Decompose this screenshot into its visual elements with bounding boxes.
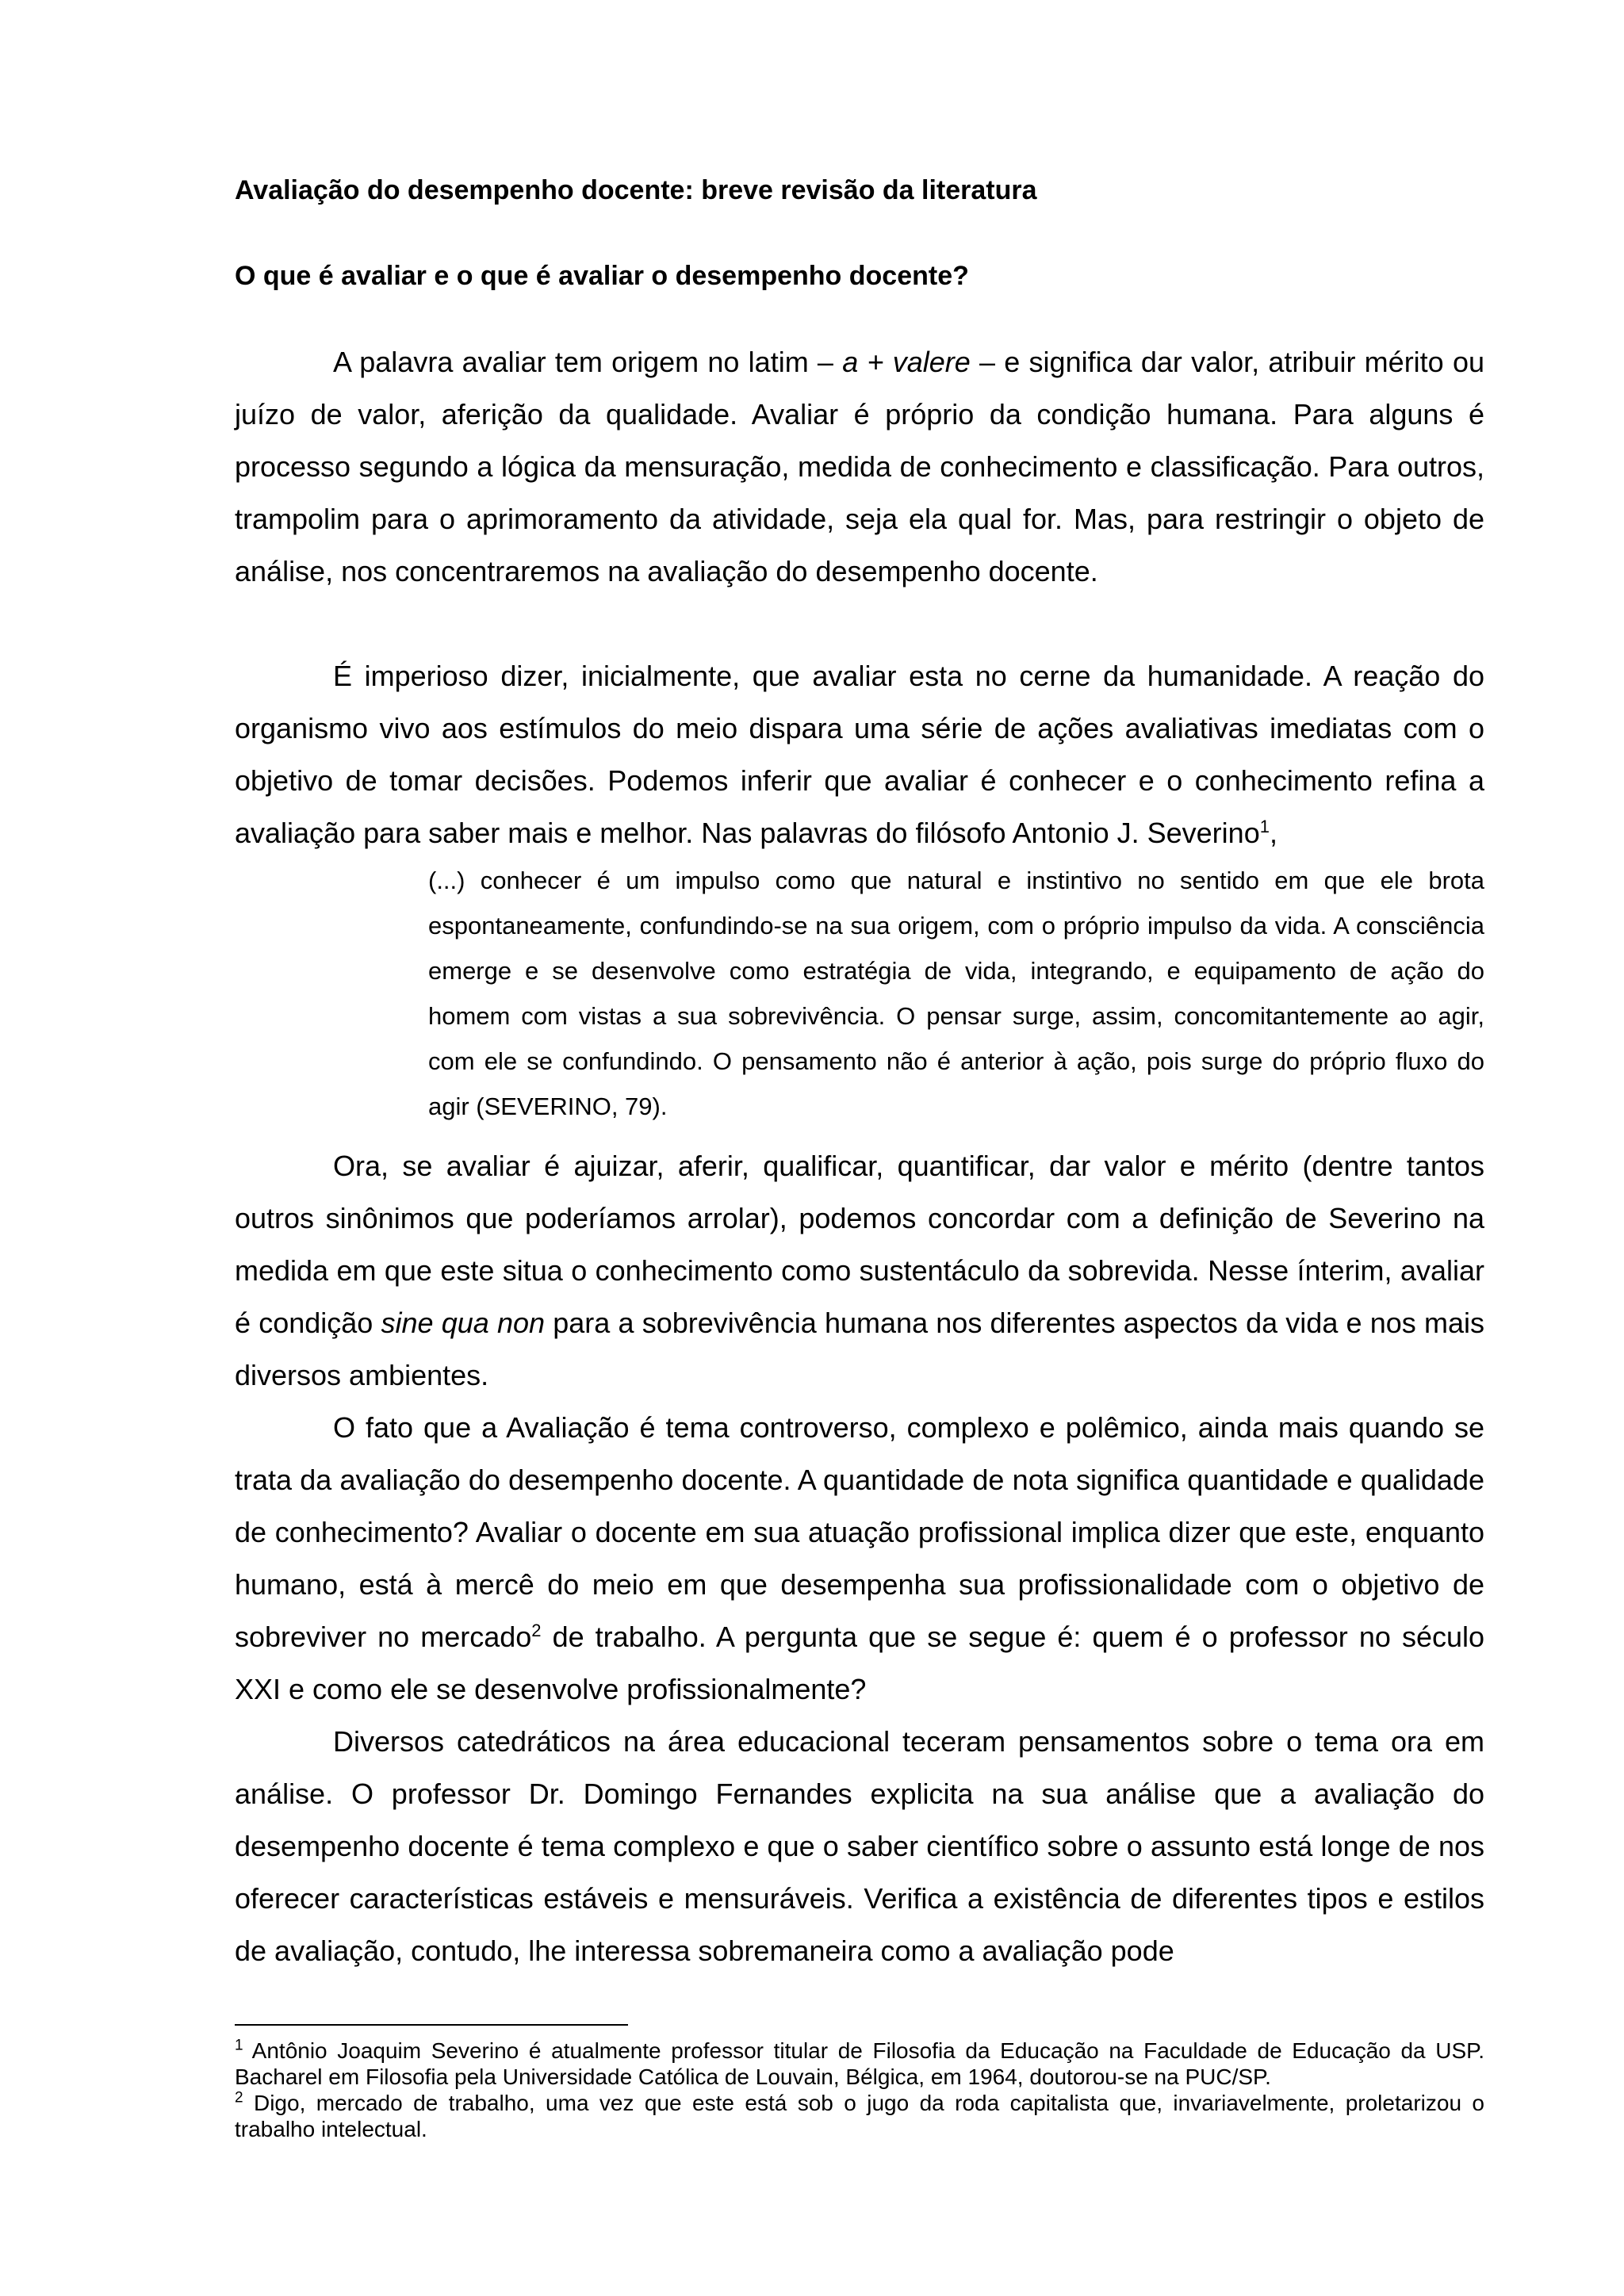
section-heading: O que é avaliar e o que é avaliar o desempenho docente? (235, 261, 969, 291)
paragraph-1 (235, 336, 1484, 598)
footnote-text: Antônio Joaquim Severino é atualmente professor titular de Filosofia da Educação na Faculdade de Educação da USP. Bacharel em Filosofia pela Universidade Católica de Louvain, Bélgica, em 1964, doutorou-se na PUC/SP. (235, 2038, 1484, 2089)
paragraph-text: O fato que a Avaliação é tema controverso, complexo e polêmico, ainda mais quando se trata da avaliação do desempenho docente. A quantidade de nota significa quantidade e qualidade de conhecimento? Avaliar o docente em sua atuação profissional implica dizer que este, enquanto humano, está à mercê do meio em que desempenha sua profissionalidade com o objetivo de sobreviver no mercado (235, 1411, 1484, 1653)
document-title: Avaliação do desempenho docente: breve revisão da literatura (235, 175, 1037, 205)
footnote-ref-2[interactable]: 2 (531, 1621, 542, 1640)
paragraph-5: Diversos catedráticos na área educacional teceram pensamentos sobre o tema ora em análise. O professor Dr. Domingo Fernandes explicita na sua análise que a avaliação do desempenho docente é tema complexo e que o saber científico sobre o assunto está longe de nos oferecer características estáveis e mensuráveis. Verifica a existência de diferentes tipos e estilos de avaliação, contudo, lhe interessa sobremaneira como a avaliação pode (235, 1725, 1484, 1967)
paragraph-text: de trabalho. A pergunta que se segue é: quem é o professor no século XXI e como ele se desenvolve profissionalmente? (235, 1621, 1485, 1705)
footnote-mark: 1 (235, 2037, 243, 2054)
footnote-divider (235, 2024, 628, 2026)
paragraph-2 (235, 650, 1484, 859)
paragraph-text: É imperioso dizer, inicialmente, que avaliar esta no cerne da humanidade. A reação do organismo vivo aos estímulos do meio dispara uma série de ações avaliativas imediatas com o objetivo de tomar decisões. Podemos inferir que avaliar é conhecer e o conhecimento refina a avaliação para saber mais e melhor. Nas palavras do filósofo Antonio J. Severino (235, 660, 1484, 849)
paragraph-text: , (1269, 817, 1277, 849)
footnote-2 (235, 2090, 1484, 2142)
latin-term: a + valere (842, 346, 971, 378)
paragraph-3 (235, 1140, 1484, 1402)
footnote-1 (235, 2038, 1484, 2090)
paragraph-4 (235, 1402, 1484, 1716)
latin-term: sine qua non (381, 1307, 546, 1339)
block-quote: (...) conhecer é um impulso como que natural e instintivo no sentido em que ele brota espontaneamente, confundindo-se na sua origem, com o próprio impulso da vida. A consciência emerge e se desenvolve como estratégia de vida, integrando, e equipamento de ação do homem com vistas a sua sobrevivência. O pensar surge, assim, concomitantemente ao agir, com ele se confundindo. O pensamento não é anterior à ação, pois surge do próprio fluxo do agir (SEVERINO, 79). (428, 867, 1484, 1120)
paragraph-text: A palavra avaliar tem origem no latim – (333, 346, 843, 378)
footnote-mark: 2 (235, 2089, 243, 2107)
paragraph-text: Ora, se avaliar é ajuizar, aferir, qualificar, quantificar, dar valor e mérito (dentre tantos outros sinônimos que poderíamos arrolar), podemos concordar com a definição de Severino na medida em que este situa o conhecimento como sustentáculo da sobrevida. Nesse ínterim, avaliar é condição (235, 1150, 1484, 1339)
footnotes (235, 2038, 1484, 2142)
footnote-text: Digo, mercado de trabalho, uma vez que este está sob o jugo da roda capitalista que, invariavelmente, proletarizou o trabalho intelectual. (235, 2091, 1484, 2141)
paragraph-text: – e significa dar valor, atribuir mérito ou juízo de valor, aferição da qualidade. Avaliar é próprio da condição humana. Para alguns é processo segundo a lógica da mensuração, medida de conhecimento e classificação. Para outros, trampolim para o aprimoramento da atividade, seja ela qual for. Mas, para restringir o objeto de análise, nos concentraremos na avaliação do desempenho docente. (235, 346, 1484, 587)
paragraph-text: para a sobrevivência humana nos diferentes aspectos da vida e nos mais diversos ambientes. (235, 1307, 1484, 1391)
body-paragraphs (235, 1140, 1484, 1977)
footnote-ref-1[interactable]: 1 (1259, 817, 1270, 836)
